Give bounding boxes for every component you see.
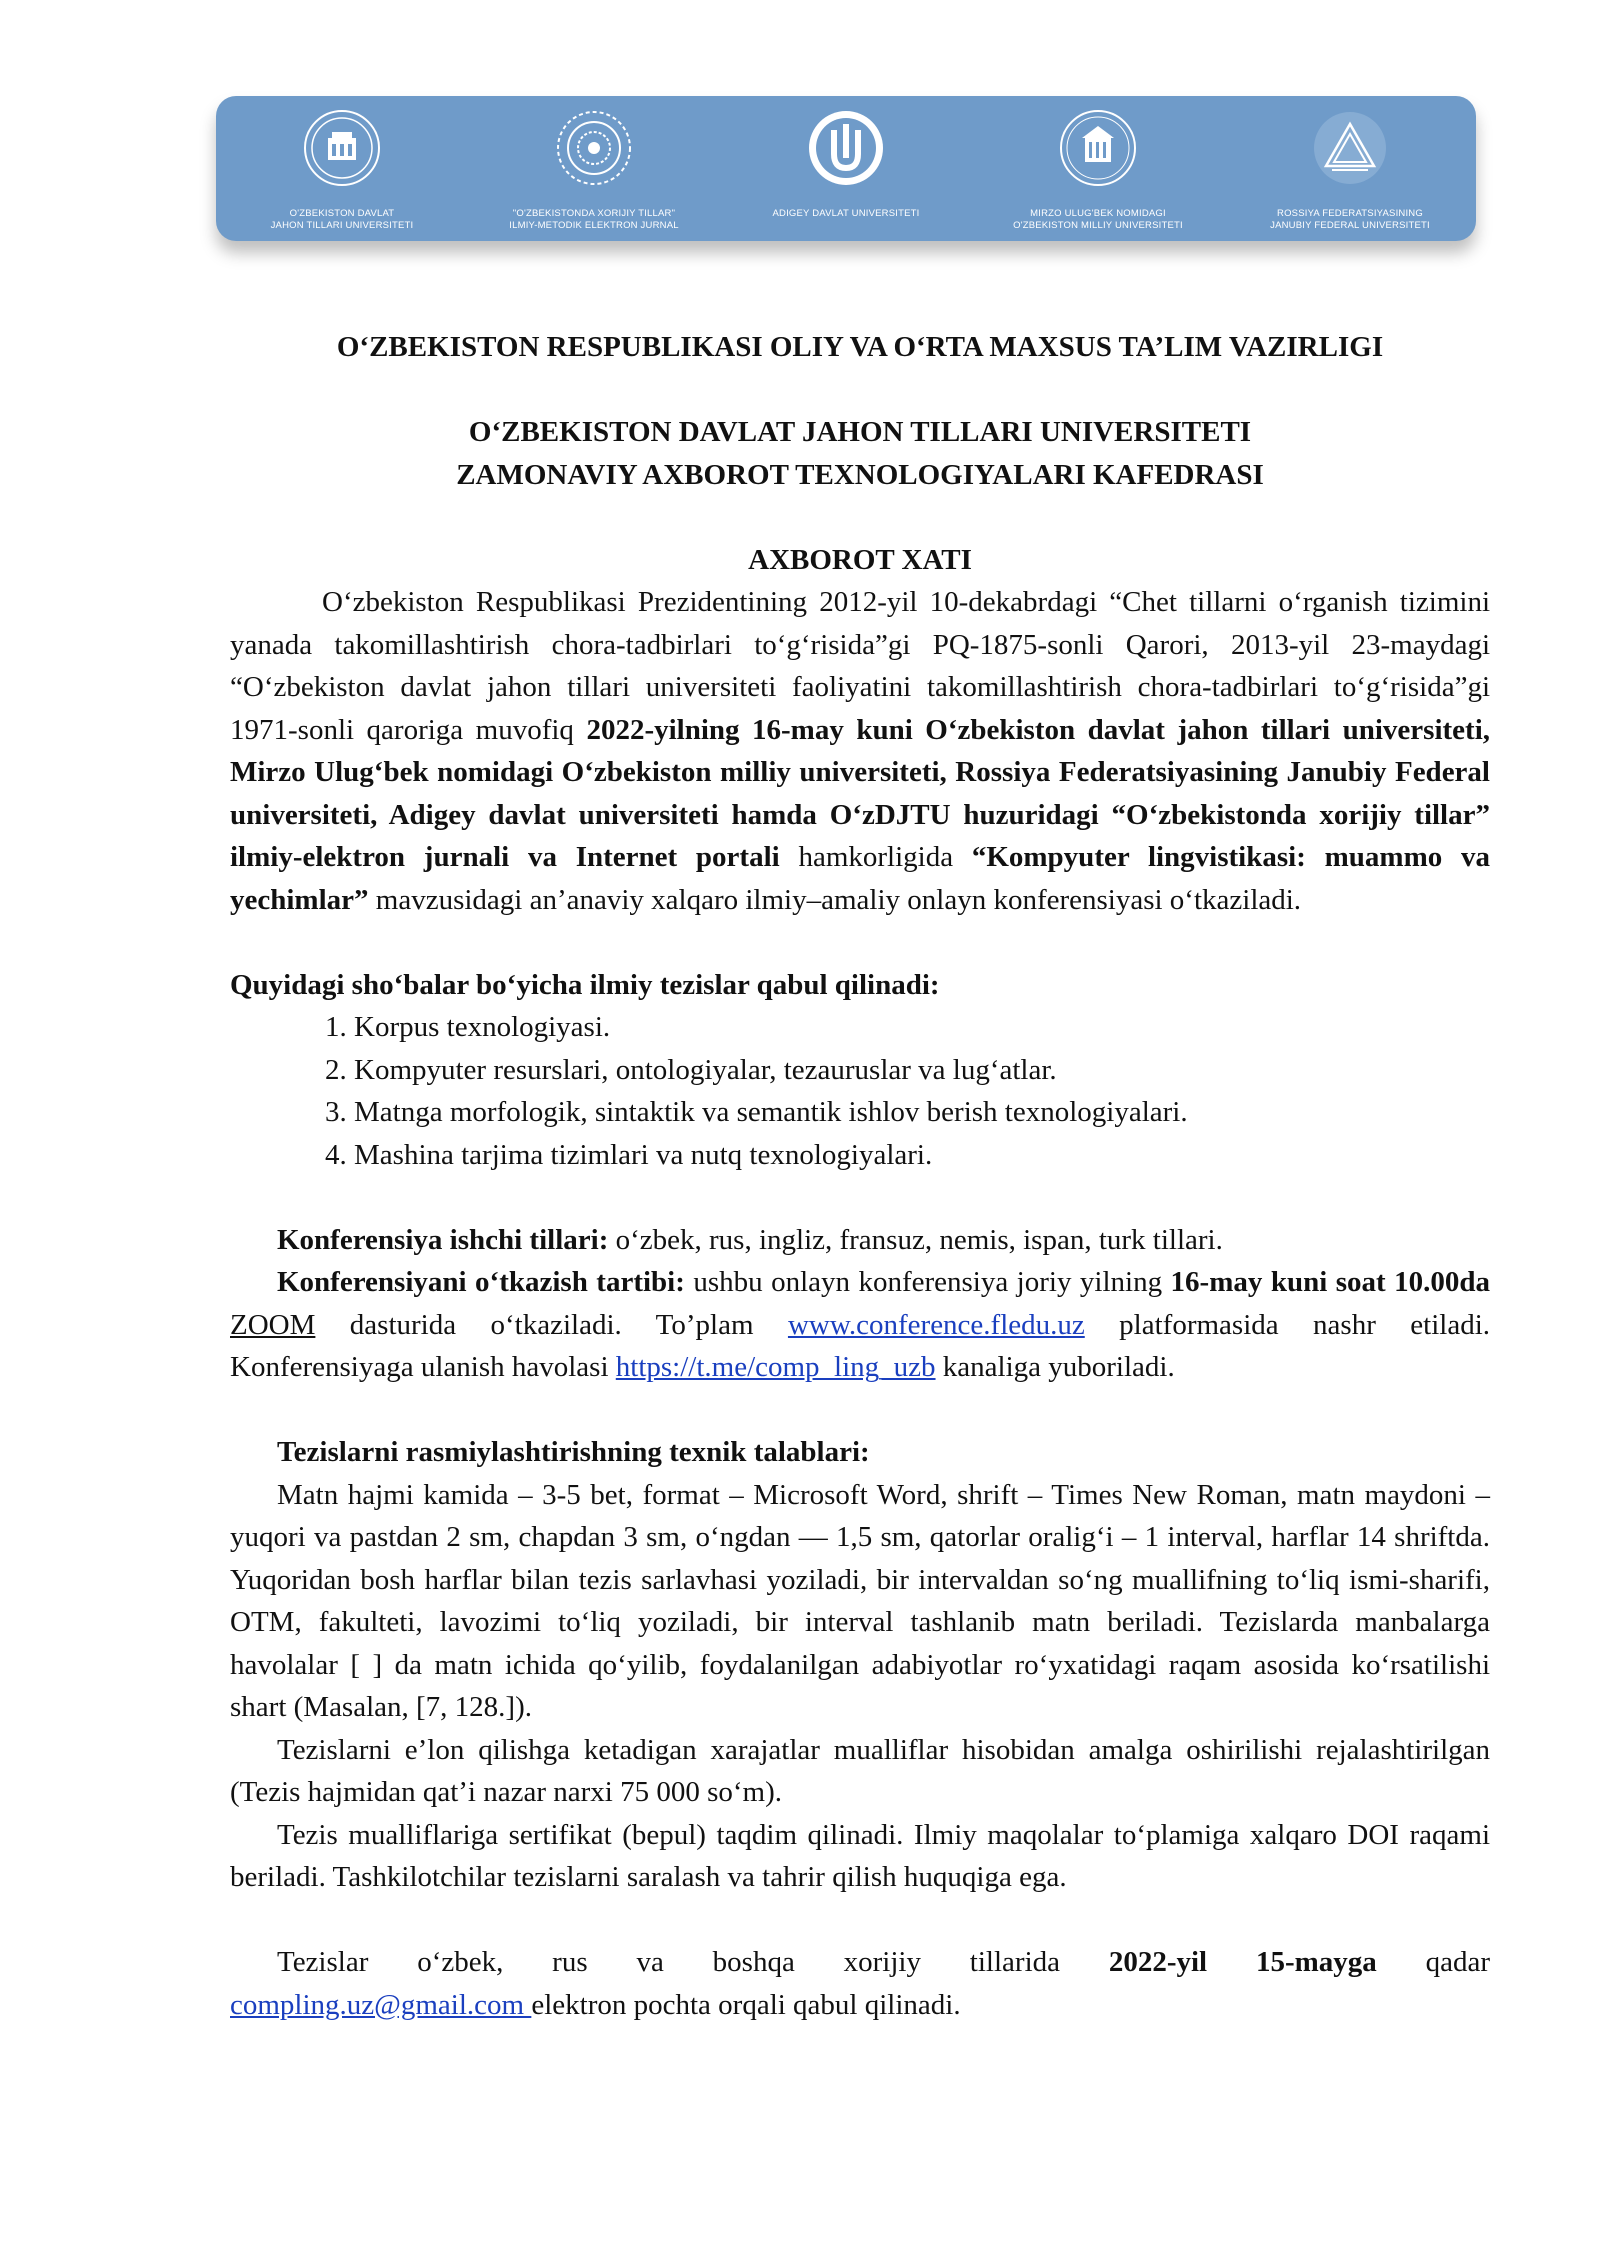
logo-caption: ADIGEY DAVLAT UNIVERSITETI	[772, 208, 920, 219]
university-seal-icon	[1058, 108, 1138, 188]
ministry-heading: O‘ZBEKISTON RESPUBLIKASI OLIY VA O‘RTA MAXSUS TA’LIM VAZIRLIGI	[336, 331, 1384, 363]
list-item: 3. Matnga morfologik, sintaktik va semantik ishlov berish texnologiyalari.	[325, 1096, 1188, 1128]
zoom-text: ZOOM	[230, 1308, 316, 1341]
university-emblem-icon	[302, 108, 382, 188]
federal-university-icon	[1310, 108, 1390, 188]
order-paragraph: Konferensiyani o‘tkazish tartibi: ushbu onlayn konferensiya joriy yilning 16-may kuni soat 10.00da ZOOM dasturida o‘tkaziladi. To’plam www.conference.fledu.uz platformasida nashr etiladi. Konferensiyaga ulanish havolasi https://t.me/comp_ling_uzb kanaliga yuboriladi.	[230, 1266, 1491, 1383]
logo-caption: "O'ZBEKISTONDA XORIJIY TILLAR" ILMIY-METODIK ELEKTRON JURNAL	[509, 208, 679, 231]
logo-caption: ROSSIYA FEDERATSIYASINING JANUBIY FEDERAL UNIVERSITETI	[1270, 208, 1430, 231]
letter-body	[230, 310, 1490, 2026]
university-heading: O‘ZBEKISTON DAVLAT JAHON TILLARI UNIVERSITETI	[468, 416, 1252, 448]
logo-adigey	[720, 96, 972, 241]
email-link[interactable]: compling.uz@gmail.com	[230, 1988, 532, 2021]
department-heading: ZAMONAVIY AXBOROT TEXNOLOGIYALARI KAFEDRASI	[456, 458, 1264, 491]
logo-sfedu	[1224, 96, 1476, 241]
list-item: 1. Korpus texnologiyasi.	[325, 1011, 611, 1043]
logo-nuu	[972, 96, 1224, 241]
page-title: AXBOROT XATI	[748, 543, 972, 576]
logo-caption: O'ZBEKISTON DAVLAT JAHON TILLARI UNIVERSITETI	[270, 208, 414, 231]
conference-site-link[interactable]: www.conference.fledu.uz	[787, 1308, 1085, 1341]
logo-journal	[468, 96, 720, 241]
logo-uzswlu	[216, 96, 468, 241]
sections-list	[230, 1006, 1490, 1176]
closing-email-line: compling.uz@gmail.com elektron pochta orqali qabul qilinadi.	[230, 1988, 961, 2021]
sections-heading: Quyidagi sho‘balar bo‘yicha ilmiy tezislar qabul qilinadi:	[230, 968, 940, 1001]
intro-paragraph: O‘zbekiston Respublikasi Prezidentining 2012-yil 10-dekabrdagi “Chet tillarni o‘rganish tizimini yanada takomillashtirish chora-tadbirlari to‘g‘risida”gi PQ-1875-sonli Qarori, 2013-yil 23-maydagi “O‘zbekiston davlat jahon tillari universiteti faoliyatini takomillashtirish chora-tadbirlari to‘g‘risida”gi 1971-sonli qaroriga muvofiq 2022-yilning 16-may kuni O‘zbekiston davlat jahon tillari universiteti, Mirzo Ulug‘bek nomidagi O‘zbekiston milliy universiteti, Rossiya Federatsiyasining Janubiy Federal universiteti, Adigey davlat universiteti hamda O‘zDJTU huzuridagi “O‘zbekistonda xorijiy tillar” ilmiy-elektron jurnali va Internet portali hamkorligida “Kompyuter lingvistikasi: muammo va yechimlar” mavzusidagi an’anaviy xalqaro ilmiy–amaliy onlayn konferensiyasi o‘tkaziladi.	[230, 586, 1490, 916]
telegram-channel-link[interactable]: https://t.me/comp_ling_uzb	[615, 1351, 936, 1383]
requirements-heading: Tezislarni rasmiylashtirishning texnik talablari:	[277, 1436, 870, 1468]
ornamental-rosette-icon	[554, 108, 634, 188]
requirements-paragraph: Matn hajmi kamida – 3-5 bet, format – Microsoft Word, shrift – Times New Roman, matn maydoni – yuqori va pastdan 2 sm, chapdan 3 sm, o‘ngdan — 1,5 sm, qatorlar oralig‘i – 1 interval, harflar 14 shriftda. Yuqoridan bosh harflar bilan tezis sarlavhasi yoziladi, bir intervaldan so‘ng muallifning to‘liq ismi-sharifi, OTM, fakulteti, lavozimi to‘liq yoziladi, bir interval tashlanib matn beriladi. Tezislarda manbalarga havolalar [ ] da matn ichida qo‘yilib, foydalanilgan adabiyotlar ro‘yxatidagi raqam asosida ko‘rsatilishi shart (Masalan, [7, 128.]).	[230, 1478, 1490, 1723]
certificate-paragraph: Tezis mualliflariga sertifikat (bepul) taqdim qilinadi. Ilmiy maqolalar to‘plamiga xalqaro DOI raqami beriladi. Tashkilotchilar tezislarni saralash va tahrir qilish huquqiga ega.	[230, 1818, 1490, 1893]
list-item: 2. Kompyuter resurslari, ontologiyalar, tezauruslar va lug‘atlar.	[325, 1053, 1057, 1086]
logo-caption: MIRZO ULUG'BEK NOMIDAGI O'ZBEKISTON MILLIY UNIVERSITETI	[1013, 208, 1183, 231]
costs-paragraph: Tezislarni e’lon qilishga ketadigan xarajatlar mualliflar hisobidan amalga oshirilishi rejalashtirilgan (Tezis hajmidan qat’i nazar narxi 75 000 so‘m).	[230, 1733, 1490, 1808]
languages-paragraph: Konferensiya ishchi tillari: o‘zbek, rus, ingliz, fransuz, nemis, ispan, turk tillari.	[277, 1223, 1223, 1256]
list-item: 4. Mashina tarjima tizimlari va nutq texnologiyalari.	[325, 1138, 933, 1171]
partner-banner	[216, 96, 1476, 241]
closing-line: Tezislar o‘zbek, rus va boshqa xorijiy tillarida 2022-yil 15-mayga qadar	[277, 1946, 1490, 1978]
adigey-logo-icon	[806, 108, 886, 188]
